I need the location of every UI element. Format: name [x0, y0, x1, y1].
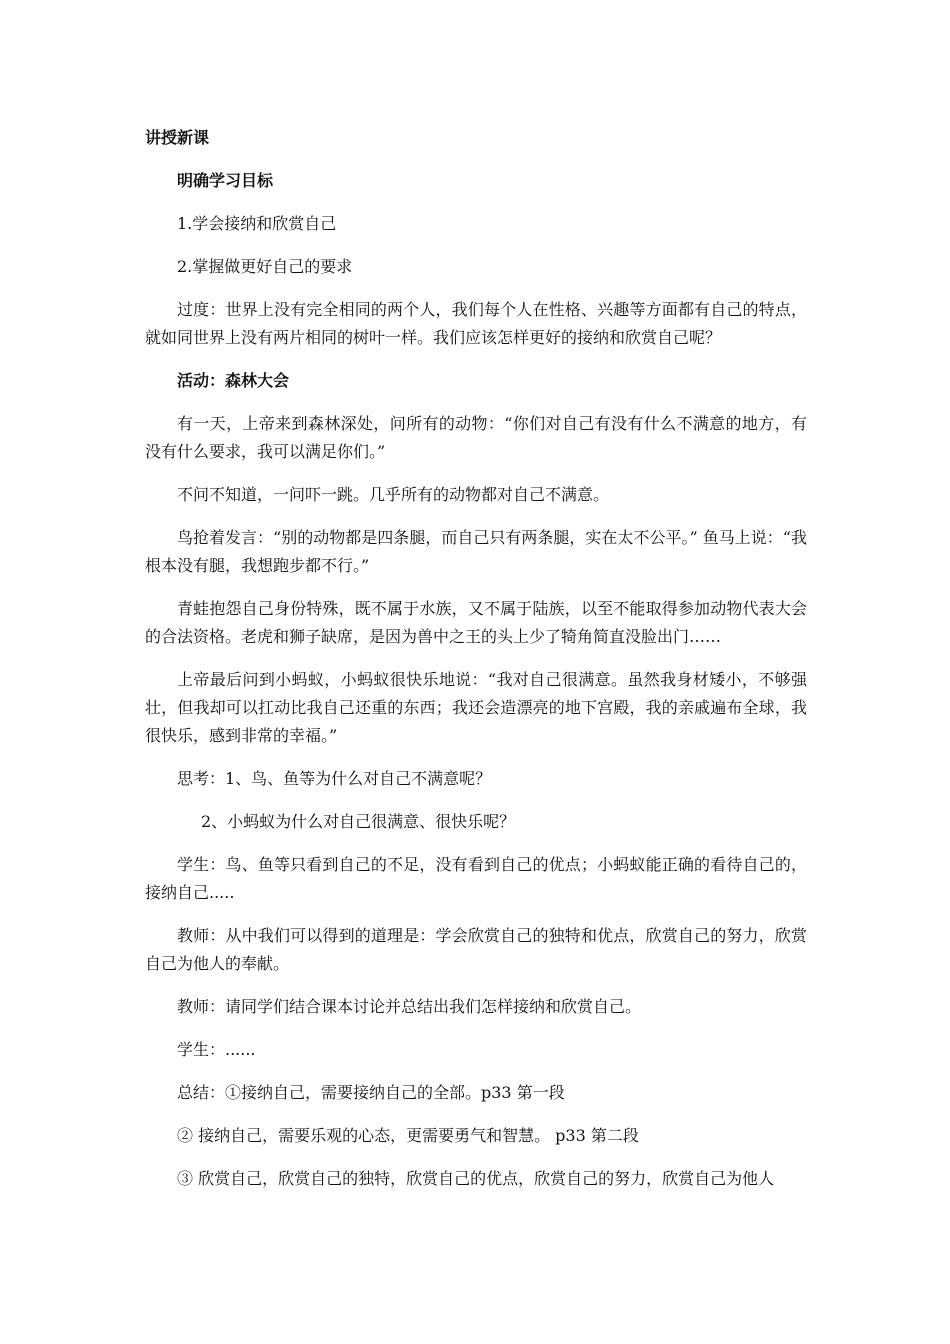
story-paragraph: 上帝最后问到小蚂蚁，小蚂蚁很快乐地说：“我对自己很满意。虽然我身材矮小，不够强壮，但我却可以扛动比我自己还重的东西；我还会造漂亮的地下宫殿，我的亲戚遍布全球，我很快乐，感到非常的幸福。”: [145, 670, 807, 745]
think-question-1: 思考：1、鸟、鱼等为什么对自己不满意呢？: [177, 769, 492, 788]
section-heading: 讲授新课: [145, 128, 210, 147]
student-answer: 学生：......: [177, 1040, 256, 1059]
goal-item: 2.掌握做更好自己的要求: [177, 257, 353, 276]
summary-item: ② 接纳自己，需要乐观的心态，更需要勇气和智慧。 p33 第二段: [177, 1126, 639, 1145]
story-paragraph: 有一天，上帝来到森林深处，问所有的动物：“你们对自己有没有什么不满意的地方，有没有什么要求，我可以满足你们。”: [145, 414, 807, 461]
subheading-goals: 明确学习目标: [177, 171, 274, 190]
document-page: [145, 124, 807, 1208]
transition-paragraph: 过度：世界上没有完全相同的两个人，我们每个人在性格、兴趣等方面都有自己的特点，就如同世界上没有两片相同的树叶一样。我们应该怎样更好的接纳和欣赏自己呢？: [145, 300, 807, 347]
think-question-2: 2、小蚂蚁为什么对自己很满意、很快乐呢？: [201, 812, 516, 831]
student-answer: 学生：鸟、鱼等只看到自己的不足，没有看到自己的优点；小蚂蚁能正确的看待自己的，接纳自己.....: [145, 855, 807, 902]
story-paragraph: 不问不知道，一问吓一跳。几乎所有的动物都对自己不满意。: [177, 485, 610, 504]
teacher-instruction: 教师：请同学们结合课本讨论并总结出我们怎样接纳和欣赏自己。: [177, 997, 642, 1016]
summary-item: 总结：①接纳自己，需要接纳自己的全部。p33 第一段: [177, 1083, 565, 1102]
story-paragraph: 青蛙抱怨自己身份特殊，既不属于水族，又不属于陆族，以至不能取得参加动物代表大会的合法资格。老虎和狮子缺席，是因为兽中之王的头上少了犄角简直没脸出门……: [145, 599, 807, 646]
activity-title: 活动：森林大会: [177, 371, 290, 390]
teacher-remark: 教师：从中我们可以得到的道理是：学会欣赏自己的独特和优点，欣赏自己的努力，欣赏自己为他人的奉献。: [145, 926, 807, 973]
goal-item: 1.学会接纳和欣赏自己: [177, 214, 337, 233]
story-paragraph: 鸟抢着发言：“别的动物都是四条腿，而自己只有两条腿，实在太不公平。” 鱼马上说：“我根本没有腿，我想跑步都不行。”: [145, 528, 807, 575]
summary-item: ③ 欣赏自己，欣赏自己的独特，欣赏自己的优点，欣赏自己的努力，欣赏自己为他人: [177, 1169, 775, 1188]
